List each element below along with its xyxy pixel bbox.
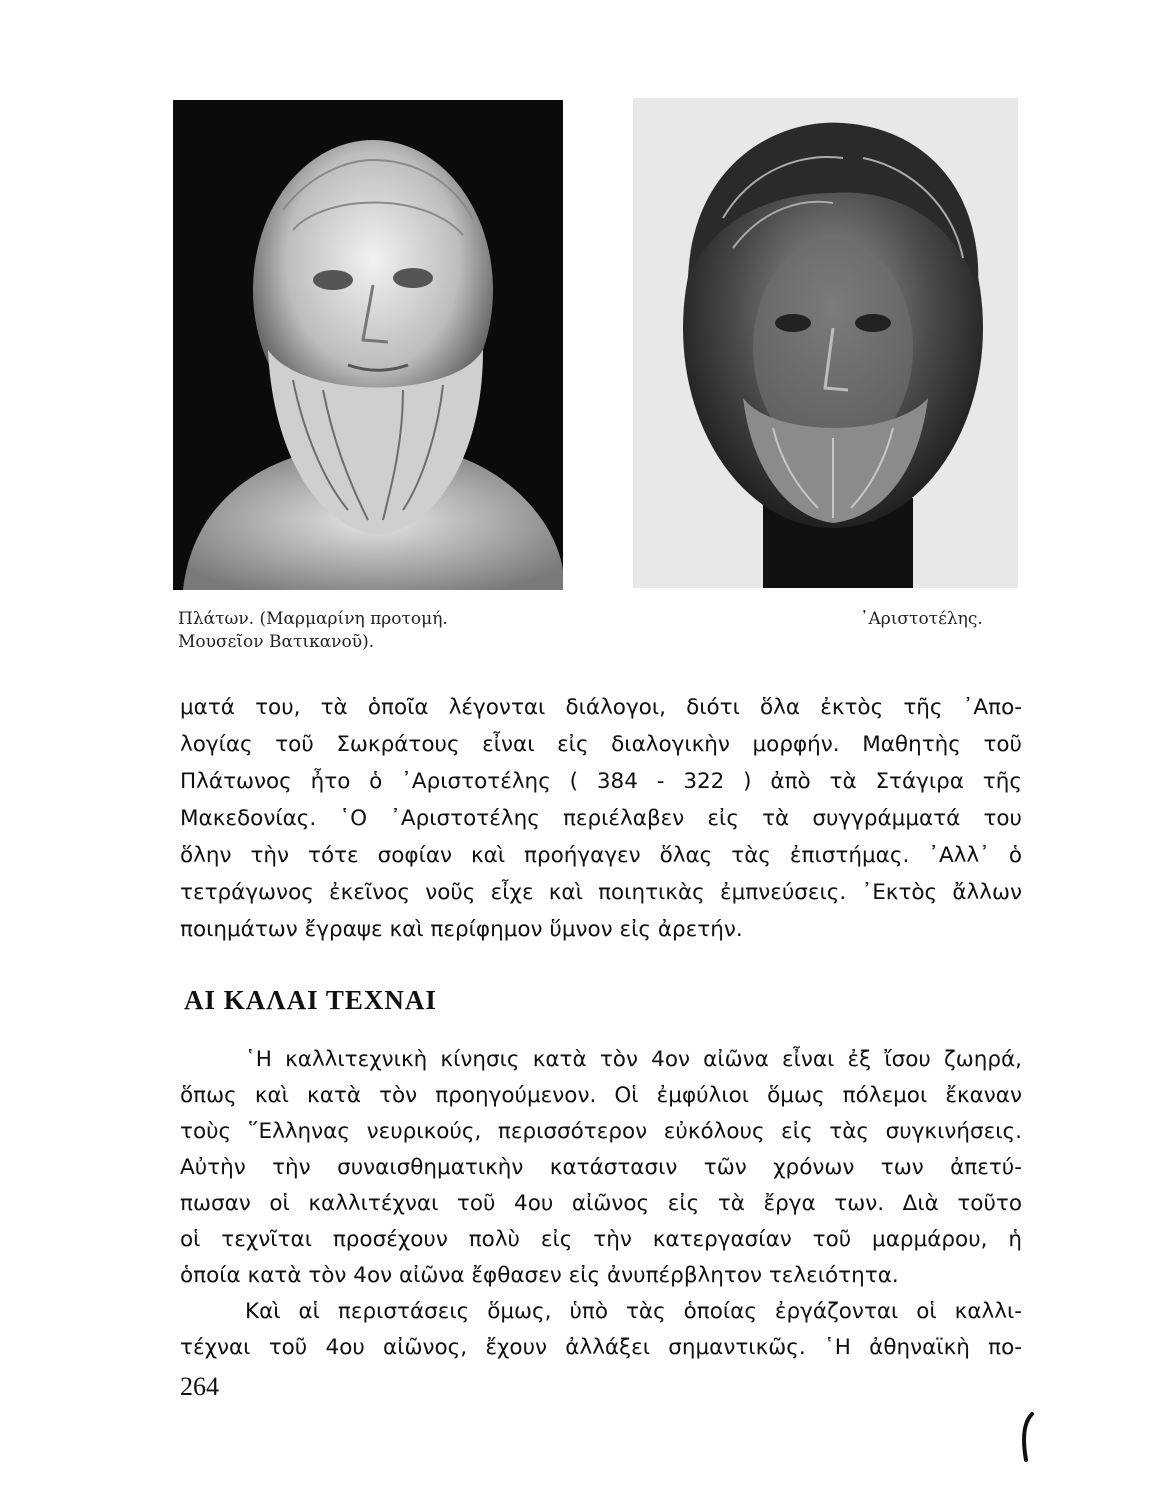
paragraph2-line: Αὐτὴν τὴν συναισθηματικὴν κατάστασιν τῶν χρόνων των ἀπετύ-	[180, 1155, 1022, 1180]
page-number: 264	[180, 1372, 219, 1401]
paragraph3-line: Καὶ αἱ περιστάσεις ὅμως, ὑπὸ τὰς ὁποίας ἐργάζονται οἱ καλλι-	[245, 1299, 1022, 1324]
paragraph1-line: τετράγωνος ἐκεῖνος νοῦς εἶχε καὶ ποιητικὰς ἐμπνεύσεις. ᾿Εκτὸς ἄλλων	[180, 880, 1022, 905]
paragraph2-line: ὅπως καὶ κατὰ τὸν προηγούμενον. Οἱ ἐμφύλιοι ὅμως πόλεμοι ἔκαναν	[180, 1083, 1022, 1108]
aristotle-head-photo	[633, 98, 1018, 588]
plato-bust-illustration	[173, 100, 563, 590]
paragraph2-line: ὁποία κατὰ τὸν 4ον αἰῶνα ἔφθασεν εἰς ἀνυπέρβλητον τελειότητα.	[180, 1263, 899, 1288]
paragraph2-line: ῾Η καλλιτεχνικὴ κίνησις κατὰ τὸν 4ον αἰῶνα εἶναι ἐξ ἴσου ζωηρά,	[245, 1047, 1022, 1072]
paragraph1-line: ματά του, τὰ ὁποῖα λέγονται διάλογοι, διότι ὅλα ἐκτὸς τῆς ᾿Απο-	[180, 695, 1022, 720]
paragraph1-line: Πλάτωνος ἦτο ὁ ᾿Αριστοτέλης ( 384 - 322 ) ἀπὸ τὰ Στάγιρα τῆς	[180, 769, 1022, 794]
paragraph1-line: Μακεδονίας. ῾Ο ᾿Αριστοτέλης περιέλαβεν εἰς τὰ συγγράμματά του	[180, 806, 1022, 831]
paragraph1-line: λογίας τοῦ Σωκράτους εἶναι εἰς διαλογικὴν μορφήν. Μαθητὴς τοῦ	[180, 732, 1022, 757]
paragraph1-line: ὅλην τὴν τότε σοφίαν καὶ προήγαγεν ὅλας τὰς ἐπιστήμας. ᾿Αλλ᾿ ὁ	[180, 843, 1022, 868]
plato-caption-line2: Μουσεῖον Βατικανοῦ).	[178, 632, 375, 652]
paragraph3-line: τέχναι τοῦ 4ου αἰῶνος, ἔχουν ἀλλάξει σημαντικῶς. ῾Η ἀθηναϊκὴ πο-	[180, 1335, 1022, 1360]
margin-mark-icon	[1018, 1412, 1038, 1462]
paragraph2-line: οἱ τεχνῖται προσέχουν πολὺ εἰς τὴν κατεργασίαν τοῦ μαρμάρου, ἡ	[180, 1227, 1022, 1252]
aristotle-caption: ᾿Αριστοτέλης.	[860, 609, 983, 629]
aristotle-head-illustration	[633, 98, 1018, 588]
section-heading: ΑΙ ΚΑΛΑΙ ΤΕΧΝΑΙ	[184, 985, 437, 1015]
paragraph1-line: ποιημάτων ἔγραψε καὶ περίφημον ὕμνον εἰς ἀρετήν.	[180, 917, 743, 942]
plato-caption-line1: Πλάτων. (Μαρμαρίνη προτομή.	[178, 609, 448, 629]
plato-caption	[178, 608, 448, 654]
paragraph2-line: τοὺς ῞Ελληνας νευρικούς, περισσότερον εὐκόλους εἰς τὰς συγκινήσεις.	[180, 1119, 1022, 1144]
paragraph2-line: πωσαν οἱ καλλιτέχναι τοῦ 4ου αἰῶνος εἰς τὰ ἔργα των. Διὰ τοῦτο	[180, 1191, 1022, 1216]
plato-bust-photo	[173, 100, 563, 590]
